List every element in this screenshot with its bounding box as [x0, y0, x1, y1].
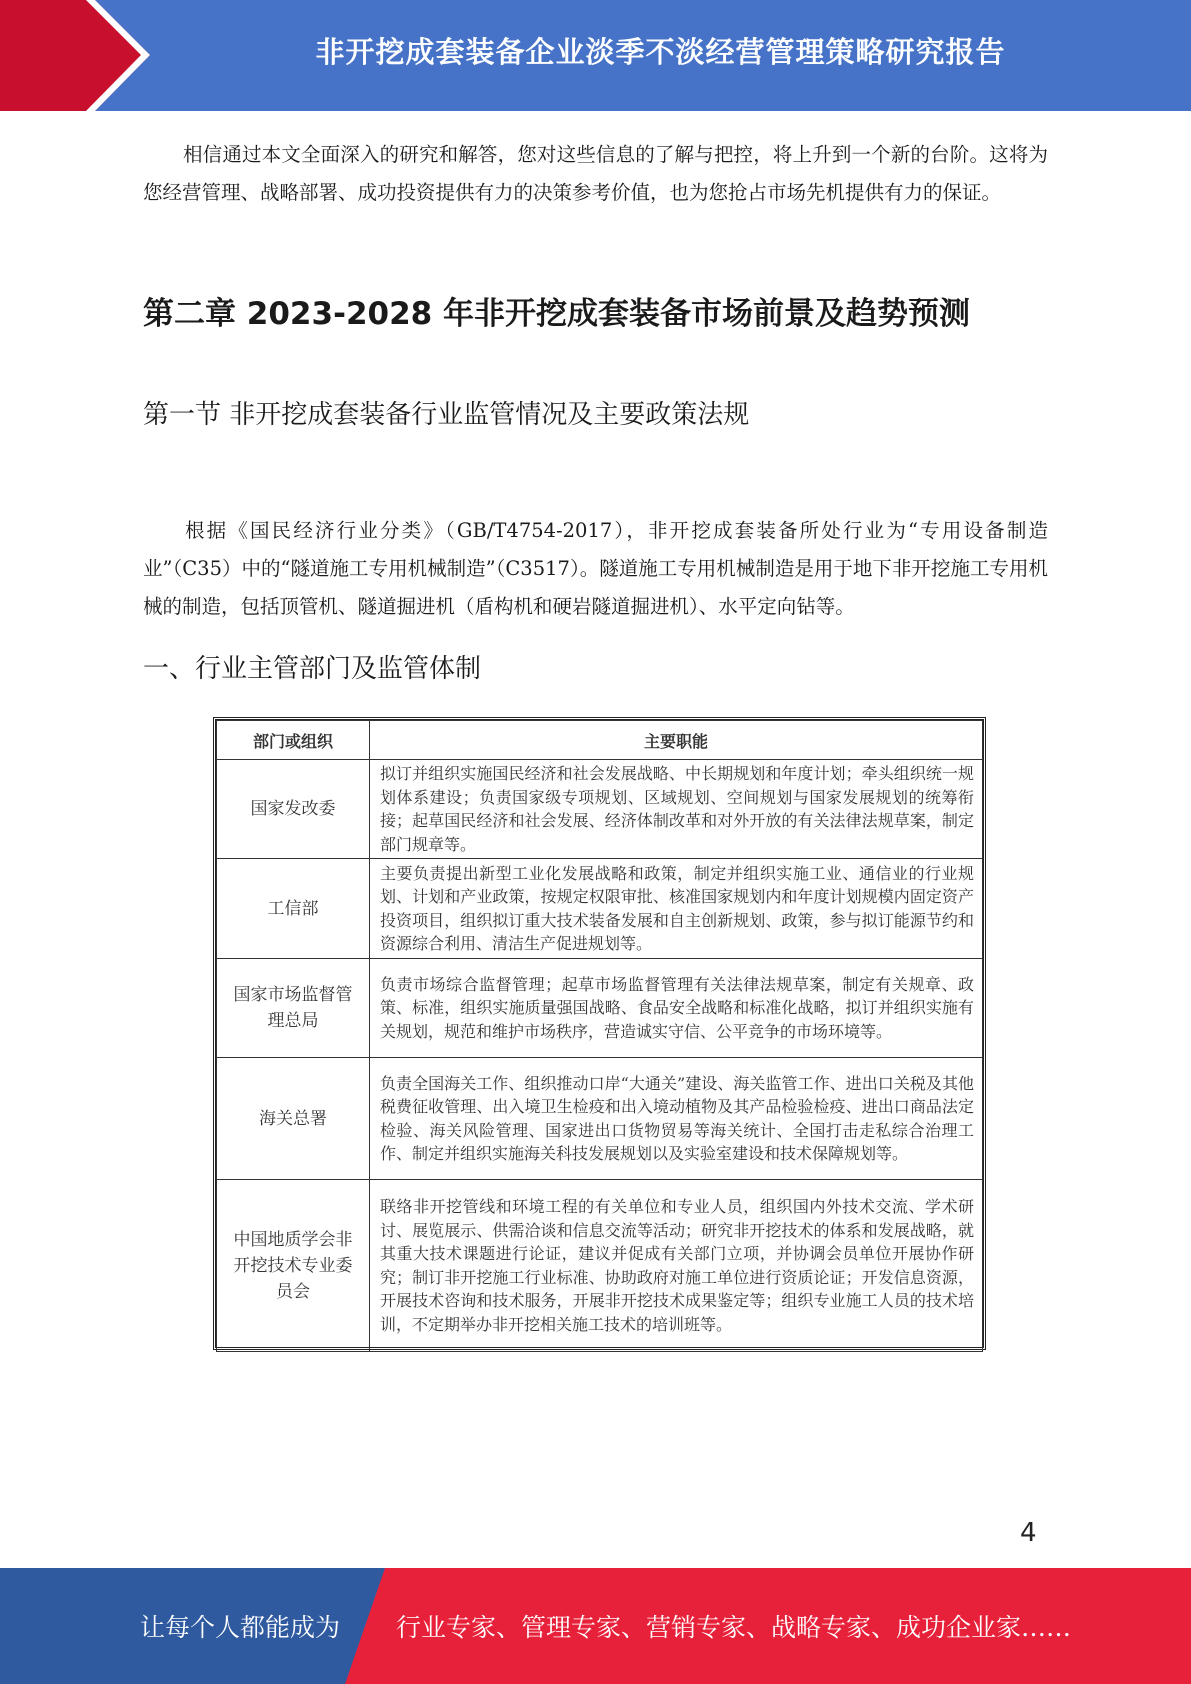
table-header-duty: 主要职能	[370, 721, 983, 760]
table-row	[217, 859, 983, 959]
table-cell-dept: 中国地质学会非开挖技术专业委员会	[217, 1180, 370, 1352]
table-row	[217, 1058, 983, 1180]
table-row	[217, 959, 983, 1058]
table-header-dept: 部门或组织	[217, 721, 370, 760]
table-cell-duty: 联络非开挖管线和环境工程的有关单位和专业人员，组织国内外技术交流、学术研讨、展览展示、供需洽谈和信息交流等活动；研究非开挖技术的体系和发展战略，就其重大技术课题进行论证，建议并促成有关部门立项，并协调会员单位开展协作研究；制订非开挖施工行业标准、协助政府对施工单位进行资质论证；开发信息资源，开展技术咨询和技术服务，开展非开挖技术成果鉴定等；组织专业施工人员的技术培训，不定期举办非开挖相关施工技术的培训班等。	[370, 1180, 983, 1352]
header-band	[0, 0, 1191, 111]
table-cell-duty: 负责市场综合监督管理；起草市场监督管理有关法律法规草案，制定有关规章、政策、标准，组织实施质量强国战略、食品安全战略和标准化战略，拟订并组织实施有关规划，规范和维护市场秩序，营造诚实守信、公平竞争的市场环境等。	[370, 959, 983, 1058]
table-row	[217, 760, 983, 859]
subsection-title: 一、行业主管部门及监管体制	[143, 654, 482, 684]
table-cell-dept: 海关总署	[217, 1058, 370, 1180]
footer-slogan-right: 行业专家、管理专家、营销专家、战略专家、成功企业家……	[396, 1613, 1072, 1642]
regulator-table	[213, 717, 986, 1350]
table-row	[217, 1180, 983, 1352]
table-cell-duty: 负责全国海关工作、组织推动口岸“大通关”建设、海关监管工作、进出口关税及其他税费征收管理、出入境卫生检疫和出入境动植物及其产品检验检疫、进出口商品法定检验、海关风险管理、国家进出口货物贸易等海关统计、全国打击走私综合治理工作、制定并组织实施海关科技发展规划以及实验室建设和技术保障规划等。	[370, 1058, 983, 1180]
table-cell-dept: 工信部	[217, 859, 370, 959]
intro-paragraph: 相信通过本文全面深入的研究和解答，您对这些信息的了解与把控，将上升到一个新的台阶。这将为您经营管理、战略部署、成功投资提供有力的决策参考价值，也为您抢占市场先机提供有力的保证。	[143, 143, 1048, 204]
section-title: 第一节 非开挖成套装备行业监管情况及主要政策法规	[143, 400, 750, 430]
table-cell-duty: 主要负责提出新型工业化发展战略和政策，制定并组织实施工业、通信业的行业规划、计划和产业政策，按规定权限审批、核准国家规划内和年度计划规模内固定资产投资项目，组织拟订重大技术装备发展和自主创新规划、政策，参与拟订能源节约和资源综合利用、清洁生产促进规划等。	[370, 859, 983, 959]
footer-slogan-left: 让每个人都能成为	[140, 1613, 341, 1642]
table-header-row	[217, 721, 983, 760]
body-paragraph: 根据《国民经济行业分类》（GB/T4754-2017），非开挖成套装备所处行业为“专用设备制造业”（C35）中的“隧道施工专用机械制造”（C3517）。隧道施工专用机械制造是用于地下非开挖施工专用机械的制造，包括顶管机、隧道掘进机（盾构机和硬岩隧道掘进机）、水平定向钻等。	[143, 519, 1048, 618]
header-chevron-decoration	[0, 0, 160, 111]
table-cell-dept: 国家发改委	[217, 760, 370, 859]
table-cell-dept: 国家市场监督管理总局	[217, 959, 370, 1058]
table-cell-duty: 拟订并组织实施国民经济和社会发展战略、中长期规划和年度计划；牵头组织统一规划体系建设；负责国家级专项规划、区域规划、空间规划与国家发展规划的统筹衔接；起草国民经济和社会发展、经济体制改革和对外开放的有关法律法规草案，制定部门规章等。	[370, 760, 983, 859]
footer-band	[0, 1568, 1191, 1684]
page-number: 4	[1020, 1518, 1037, 1548]
report-title: 非开挖成套装备企业淡季不淡经营管理策略研究报告	[315, 34, 1006, 69]
chapter-title: 第二章 2023-2028 年非开挖成套装备市场前景及趋势预测	[143, 296, 971, 332]
